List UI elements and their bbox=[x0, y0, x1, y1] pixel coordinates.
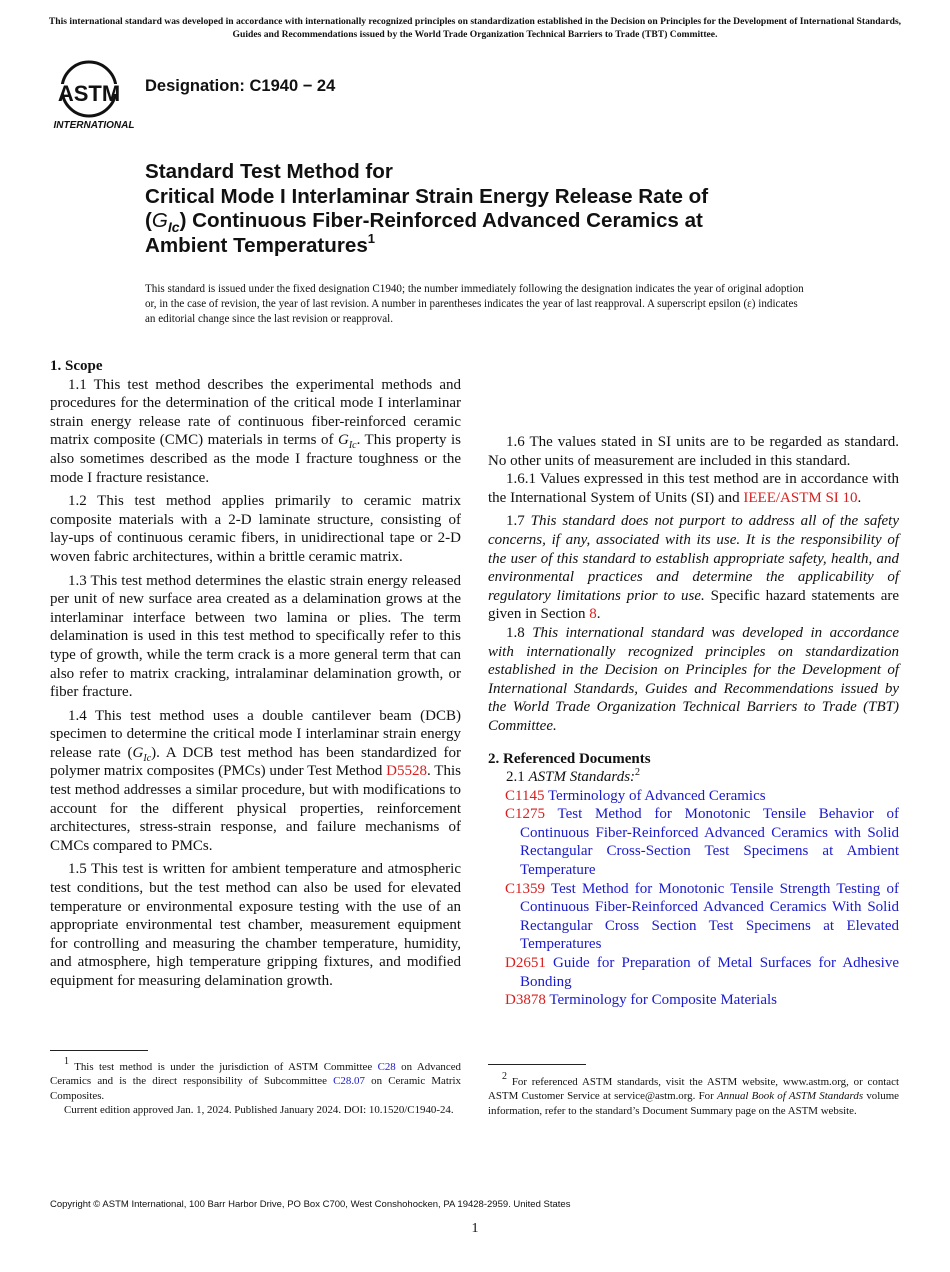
para-1-2: 1.2 This test method applies primarily to ceramic matrix composite materials with a 2-D laminate structure, consisting of lay-ups of continuous ceramic fibers, in unidirectional tape or 2-D woven fabric architectures, within a brittle ceramic matrix. bbox=[50, 493, 461, 565]
page-number: 1 bbox=[471, 1221, 479, 1236]
title-line-2: Critical Mode I Interlaminar Strain Energy Release Rate of bbox=[145, 184, 709, 208]
reference-title[interactable]: Terminology for Composite Materials bbox=[549, 992, 777, 1009]
link-ieee-astm-si10[interactable]: IEEE/ASTM SI 10 bbox=[743, 489, 858, 506]
para-1-4: 1.4 This test method uses a double cantilever beam (DCB) specimen to determine the critical mode I interlaminar strain energy release rate $(G_{Ic})$. A DCB test method has been standardized for polymer matrix composites (PMCs) under Test Method D5528. This test method addresses a similar procedure, but with modifications to account for the different physical properties, reinforcement architectures, stress-strain response, and failure mechanisms of CMCs compared to PMCs. bbox=[50, 707, 462, 854]
link-d5528[interactable]: D5528 bbox=[386, 763, 428, 780]
reference-title[interactable]: Guide for Preparation of Metal Surfaces for Adhesive Bonding bbox=[520, 955, 900, 990]
footnote-rule-left bbox=[50, 1050, 148, 1051]
footnote-2: 2 For referenced ASTM standards, visit the ASTM website, www.astm.org, or contact ASTM Customer Service at service@astm.org. For Annual Book of ASTM Standards volume information, refer to the standard’s Document Summary page on the ASTM website. bbox=[488, 1071, 900, 1117]
title-line-1: Standard Test Method for bbox=[145, 160, 393, 183]
para-1-8: 1.8 This international standard was developed in accordance with internationally recognized principles on standardization established in the Decision on Principles for the Development of International Standards, Guides and Recommendations issued by the World Trade Organization Technical Barriers to Trade (TBT) Committee. bbox=[488, 624, 899, 734]
para-1-7: 1.7 This standard does not purport to address all of the safety concerns, if any, associated with its use. It is the responsibility of the user of this standard to establish appropriate safety, health, and environmental practices and determine the applicability of regulatory limitations prior to use. Specific hazard statements are given in Section 8. bbox=[488, 513, 900, 623]
reference-item bbox=[488, 954, 899, 991]
reference-code[interactable]: D3878 bbox=[505, 992, 546, 1009]
reference-list bbox=[488, 787, 899, 1010]
link-c28[interactable]: C28 bbox=[377, 1061, 396, 1073]
logo-international: INTERNATIONAL bbox=[53, 120, 135, 131]
title-paren-open: ( bbox=[145, 209, 152, 232]
para-1-5: 1.5 This test is written for ambient temperature and atmospheric test conditions, but the test method can also be used for elevated temperature or environmental exposure testing with the use of an appropriate environmental test chamber, measurement equipment for controlling and measuring the chamber temperature, humidity, and atmosphere, high temperature gripping fixtures, and modified equipment for measuring delamination growth. bbox=[50, 861, 461, 989]
section-heading-refdocs: 2. Referenced Documents bbox=[488, 750, 651, 767]
reference-title[interactable]: Test Method for Monotonic Tensile Strength Testing of Continuous Fiber-Reinforced Advanced Ceramics With Solid Rectangular Cross Section Test Specimens at Elevated Temperatures bbox=[520, 880, 899, 953]
para-1-3: 1.3 This test method determines the elastic strain energy released per unit of new surface area created as a delamination grows at the interlaminar interface between two lamina or plies. The term delamination is used in this test method to specifically refer to this type of growth, while the term crack is a more general term that can also refer to matrix cracking, intralaminar delamination growth, or fiber fracture. bbox=[50, 572, 461, 701]
issuance-note: This standard is issued under the fixed designation C1940; the number immediately following the designation indicates the year of original adoption or, in the case of revision, the year of last revision. A number in parentheses indicates the year of last reapproval. A superscript epsilon (ε) indicates an editorial change since the last revision or reapproval. bbox=[145, 283, 804, 326]
reference-item bbox=[488, 805, 899, 879]
title-line-3-rest: ) Continuous Fiber-Reinforced Advanced Ceramics at bbox=[179, 209, 703, 232]
reference-item bbox=[488, 991, 899, 1010]
para-1-6: 1.6 The values stated in SI units are to be regarded as standard. No other units of measurement are included in this standard. bbox=[488, 434, 899, 469]
designation: Designation: C1940 − 24 bbox=[145, 77, 336, 95]
astm-logo bbox=[52, 57, 136, 131]
title-footnote-mark: 1 bbox=[367, 230, 376, 246]
title-symbol: G bbox=[151, 209, 168, 232]
para-1-6-1: 1.6.1 Values expressed in this test method are in accordance with the International System of Units (SI) and IEEE/ASTM SI 10. bbox=[488, 471, 899, 506]
page-title bbox=[145, 160, 845, 258]
reference-code[interactable]: C1145 bbox=[505, 787, 545, 804]
footnote-1-edition: Current edition approved Jan. 1, 2024. Published January 2024. DOI: 10.1520/C1940-24. bbox=[64, 1104, 454, 1117]
link-c28-07[interactable]: C28.07 bbox=[333, 1075, 365, 1088]
copyright-line: Copyright © ASTM International, 100 Barr Harbor Drive, PO Box C700, West Conshohocken, PA 19428-2959. United States bbox=[50, 1199, 571, 1210]
footnote-1: 1 This test method is under the jurisdiction of ASTM Committee C28 on Advanced Ceramics and is the direct responsibility of Subcommittee C28.07 on Ceramic Matrix Composites. Current edition approved Jan. 1, 2024. Published January 2024. DOI: 10.1520/C1940-24. bbox=[50, 1056, 461, 1117]
reference-title[interactable]: Terminology of Advanced Ceramics bbox=[547, 787, 766, 804]
reference-code[interactable]: C1359 bbox=[505, 880, 546, 897]
left-column bbox=[50, 357, 461, 991]
reference-title[interactable]: Test Method for Monotonic Tensile Behavior of Continuous Fiber-Reinforced Advanced Ceramics with Solid Rectangular Cross-Section Test Specimens at Ambient Temperature bbox=[520, 806, 899, 879]
reference-code[interactable]: D2651 bbox=[505, 955, 546, 972]
para-1-1: 1.1 This test method describes the experimental methods and procedures for the determination of the critical mode I interlaminar strain energy release rate of continuous fiber-reinforced ceramic matrix composite (CMC) materials in terms of $G_{Ic}$. This property is also sometimes described as the mode I fracture toughness or the mode I fracture resistance. bbox=[50, 376, 461, 486]
logo-text: ASTM bbox=[57, 81, 121, 106]
reference-item bbox=[488, 787, 899, 806]
title-line-3 bbox=[145, 209, 845, 234]
reference-item bbox=[488, 880, 899, 954]
tbt-notice: This international standard was developed in accordance with internationally recognized principles on standardization established in the Decision on Principles for the Development of International Standards, Guides and Recommendations issued by the World Trade Organization Technical Barriers to Trade (TBT) Committee. bbox=[48, 16, 902, 40]
right-column bbox=[488, 358, 899, 1010]
section-heading-scope: 1. Scope bbox=[50, 358, 103, 374]
link-section-8[interactable]: 8 bbox=[589, 606, 597, 623]
footnote-rule-right bbox=[488, 1064, 586, 1065]
para-2-1: 2.1 ASTM Standards:$^2$ bbox=[506, 767, 641, 786]
reference-code[interactable]: C1275 bbox=[505, 806, 546, 823]
title-symbol-sub: Ic bbox=[167, 219, 180, 235]
title-line-4: Ambient Temperatures$^1$ bbox=[145, 230, 376, 257]
